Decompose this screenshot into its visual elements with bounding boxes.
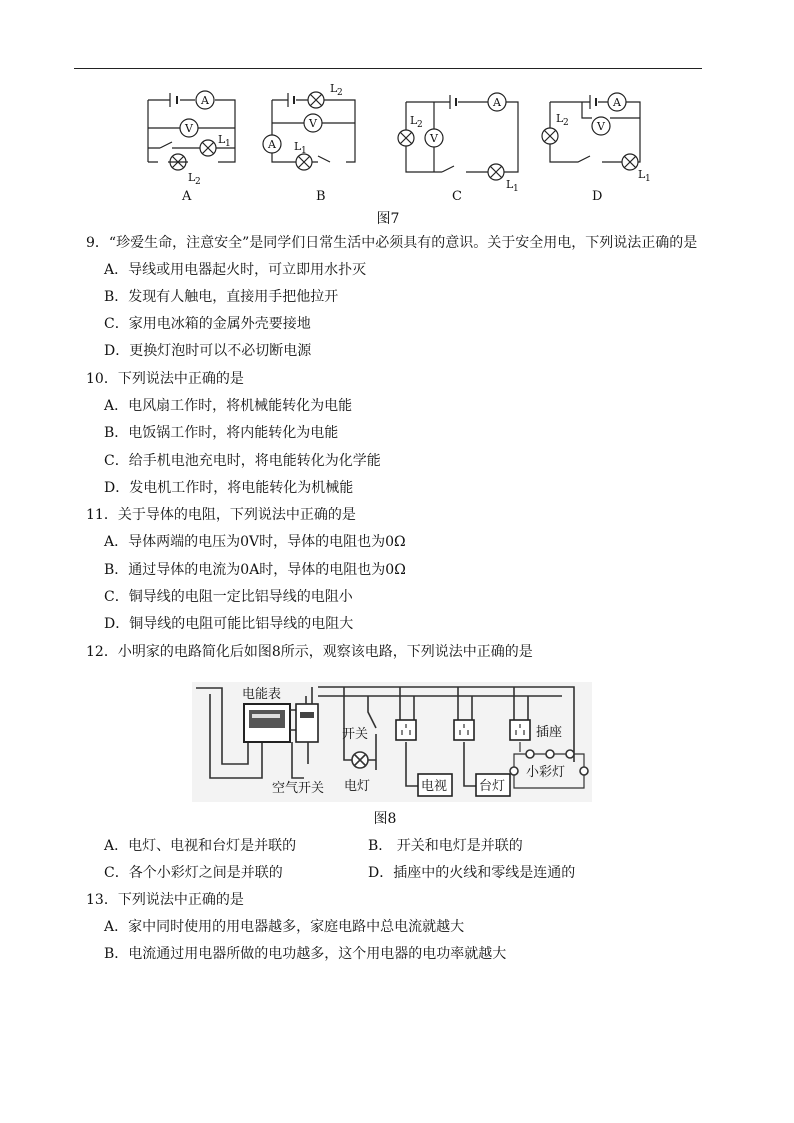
q11-option-c: C．铜导线的电阻一定比铝导线的电阻小 — [104, 589, 353, 605]
svg-text:A: A — [201, 94, 209, 107]
svg-text:L: L — [294, 140, 302, 153]
svg-text:V: V — [309, 117, 317, 130]
svg-text:L: L — [330, 82, 338, 95]
svg-text:L: L — [218, 133, 226, 146]
q9-option-d: D．更换灯泡时可以不必切断电源 — [104, 343, 312, 359]
circuit-d — [542, 93, 651, 204]
svg-text:L: L — [506, 178, 514, 191]
svg-text:V: V — [185, 122, 193, 135]
svg-text:L: L — [556, 112, 564, 125]
svg-text:电能表: 电能表 — [242, 687, 282, 702]
circuit-c — [398, 93, 519, 204]
svg-text:2: 2 — [337, 88, 343, 98]
svg-text:2: 2 — [417, 120, 423, 130]
figure-8-caption: 图8 — [373, 811, 397, 827]
header-rule — [74, 68, 702, 69]
svg-text:L: L — [410, 114, 418, 127]
q10-option-a: A．电风扇工作时，将机械能转化为电能 — [104, 398, 353, 414]
socket-icon — [396, 720, 416, 740]
svg-text:小彩灯: 小彩灯 — [526, 765, 566, 780]
q13-option-a: A．家中同时使用的用电器越多，家庭电路中总电流就越大 — [104, 919, 465, 935]
svg-text:1: 1 — [301, 146, 307, 156]
figure-8-household-circuit — [192, 682, 592, 807]
question-10: 10．下列说法中正确的是 — [86, 371, 244, 387]
q12-option-b: B． 开关和电灯是并联的 — [368, 838, 523, 854]
svg-text:1: 1 — [513, 184, 519, 194]
q12-option-c: C．各个小彩灯之间是并联的 — [104, 865, 283, 881]
question-9: 9．“珍爱生命，注意安全”是同学们日常生活中必须具有的意识。关于安全用电，下列说法正确的是 — [86, 235, 698, 251]
svg-text:A: A — [268, 138, 276, 151]
svg-text:2: 2 — [563, 118, 569, 128]
q9-option-c: C．家用电冰箱的金属外壳要接地 — [104, 316, 311, 332]
q12-option-d: D．插座中的火线和零线是连通的 — [368, 865, 576, 881]
circuit-label-d: D — [592, 189, 603, 204]
question-13: 13．下列说法中正确的是 — [86, 892, 244, 908]
q11-option-d: D．铜导线的电阻可能比铝导线的电阻大 — [104, 616, 354, 632]
svg-text:1: 1 — [225, 139, 231, 149]
question-11: 11．关于导体的电阻，下列说法中正确的是 — [86, 507, 356, 523]
svg-text:L: L — [188, 171, 196, 184]
q12-option-a: A．电灯、电视和台灯是并联的 — [104, 838, 297, 854]
svg-text:电视: 电视 — [421, 779, 448, 794]
circuit-b — [263, 82, 355, 204]
q10-option-c: C．给手机电池充电时，将电能转化为化学能 — [104, 453, 381, 469]
svg-text:插座: 插座 — [536, 725, 563, 740]
svg-text:V: V — [597, 120, 605, 133]
svg-text:A: A — [613, 96, 621, 109]
q10-option-b: B．电饭锅工作时，将内能转化为电能 — [104, 425, 339, 441]
q9-option-a: A．导线或用电器起火时，可立即用水扑灭 — [104, 262, 367, 278]
svg-text:空气开关: 空气开关 — [272, 781, 325, 796]
q13-option-b: B．电流通过用电器所做的电功越多，这个用电器的电功率就越大 — [104, 946, 507, 962]
q11-option-b: B．通过导体的电流为0A时，导体的电阻也为0Ω — [104, 562, 406, 578]
q9-option-b: B．发现有人触电，直接用手把他拉开 — [104, 289, 339, 305]
svg-text:电灯: 电灯 — [344, 779, 371, 794]
circuit-label-b: B — [316, 189, 326, 204]
circuit-a — [148, 91, 235, 204]
q11-option-a: A．导体两端的电压为0V时，导体的电阻也为0Ω — [104, 534, 406, 550]
svg-text:开关: 开关 — [342, 727, 369, 742]
circuit-label-a: A — [182, 189, 192, 204]
svg-text:台灯: 台灯 — [479, 779, 506, 794]
svg-text:1: 1 — [645, 174, 651, 184]
air-switch-icon — [296, 704, 318, 742]
svg-text:A: A — [493, 96, 501, 109]
svg-text:2: 2 — [195, 177, 201, 187]
figure-7-caption: 图7 — [376, 211, 400, 227]
svg-text:V: V — [430, 132, 438, 145]
question-12: 12．小明家的电路简化后如图8所示，观察该电路，下列说法中正确的是 — [86, 644, 533, 660]
circuit-label-c: C — [452, 189, 462, 204]
svg-text:L: L — [638, 168, 646, 181]
q10-option-d: D．发电机工作时，将电能转化为机械能 — [104, 480, 354, 496]
